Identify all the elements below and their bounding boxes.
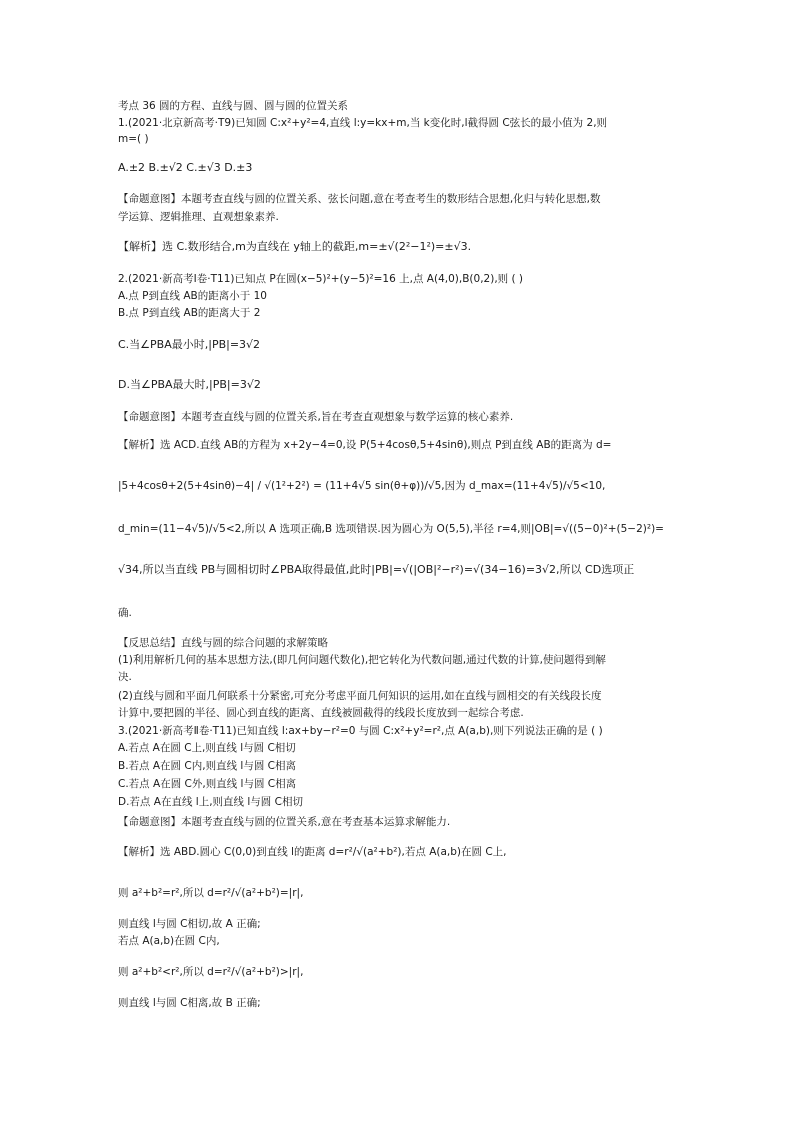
q1-stem-line1: 1.(2021·北京新高考·T9)已知圆 C:x²+y²=4,直线 l:y=kx+m,当 k变化时,l截得圆 C弦长的最小值为 2,则: [118, 117, 608, 129]
q3-solution-line5: 则 a²+b²<r²,所以 d=r²/√(a²+b²)>|r|,: [118, 966, 304, 978]
q3-option-b: B.若点 A在圆 C内,则直线 l与圆 C相离: [118, 760, 296, 772]
q2-option-d: D.当∠PBA最大时,|PB|=3√2: [118, 378, 261, 391]
q2-solution-line2: |5+4cosθ+2(5+4sinθ)−4| / √(1²+2²) = (11+4√5 sin(θ+φ))/√5,因为 d_max=(11+4√5)/√5<10,: [118, 480, 606, 492]
summary-title: 【反思总结】直线与圆的综合问题的求解策略: [118, 637, 328, 649]
q2-solution-line5: 确.: [118, 607, 132, 619]
summary-point2-line2: 计算中,要把圆的半径、圆心到直线的距离、直线被圆截得的线段长度放到一起综合考虑.: [118, 707, 524, 719]
q2-solution-line1: 【解析】选 ACD.直线 AB的方程为 x+2y−4=0,设 P(5+4cosθ,5+4sinθ),则点 P到直线 AB的距离为 d=: [118, 439, 612, 451]
q3-option-a: A.若点 A在圆 C上,则直线 l与圆 C相切: [118, 742, 296, 754]
summary-point1-line2: 决.: [118, 671, 132, 683]
q2-stem: 2.(2021·新高考Ⅰ卷·T11)已知点 P在圆(x−5)²+(y−5)²=16 上,点 A(4,0),B(0,2),则 ( ): [118, 273, 524, 285]
q2-intent: 【命题意图】本题考查直线与圆的位置关系,旨在考查直观想象与数学运算的核心素养.: [118, 411, 514, 423]
summary-point2-line1: (2)直线与圆和平面几何联系十分紧密,可充分考虑平面几何知识的运用,如在直线与圆相交的有关线段长度: [118, 690, 602, 702]
q3-stem: 3.(2021·新高考Ⅱ卷·T11)已知直线 l:ax+by−r²=0 与圆 C:x²+y²=r²,点 A(a,b),则下列说法正确的是 ( ): [118, 725, 603, 737]
section-heading: 考点 36 圆的方程、直线与圆、圆与圆的位置关系: [118, 100, 349, 112]
q3-solution-line6: 则直线 l与圆 C相离,故 B 正确;: [118, 997, 261, 1009]
q1-intent-line1: 【命题意图】本题考查直线与圆的位置关系、弦长问题,意在考查考生的数形结合思想,化归与转化思想,数: [118, 193, 601, 205]
q3-intent: 【命题意图】本题考查直线与圆的位置关系,意在考查基本运算求解能力.: [118, 816, 451, 828]
q3-option-d: D.若点 A在直线 l上,则直线 l与圆 C相切: [118, 796, 303, 808]
q3-option-c: C.若点 A在圆 C外,则直线 l与圆 C相离: [118, 778, 297, 790]
q3-solution-line4: 若点 A(a,b)在圆 C内,: [118, 935, 220, 947]
q2-option-a: A.点 P到直线 AB的距离小于 10: [118, 290, 267, 302]
q2-solution-line3: d_min=(11−4√5)/√5<2,所以 A 选项正确,B 选项错误.因为圆心为 O(5,5),半径 r=4,则|OB|=√((5−0)²+(5−2)²)=: [118, 523, 664, 535]
q1-intent-line2: 学运算、逻辑推理、直观想象素养.: [118, 211, 279, 223]
q1-solution: 【解析】选 C.数形结合,m为直线在 y轴上的截距,m=±√(2²−1²)=±√3.: [118, 240, 472, 253]
q3-solution-line2: 则 a²+b²=r²,所以 d=r²/√(a²+b²)=|r|,: [118, 887, 304, 899]
q2-option-b: B.点 P到直线 AB的距离大于 2: [118, 307, 261, 319]
q3-solution-line1: 【解析】选 ABD.圆心 C(0,0)到直线 l的距离 d=r²/√(a²+b²),若点 A(a,b)在圆 C上,: [118, 846, 507, 858]
q2-option-c: C.当∠PBA最小时,|PB|=3√2: [118, 338, 261, 351]
summary-point1-line1: (1)利用解析几何的基本思想方法,(即几何问题代数化),把它转化为代数问题,通过代数的计算,使问题得到解: [118, 654, 606, 666]
q1-options: A.±2 B.±√2 C.±√3 D.±3: [118, 161, 253, 174]
q3-solution-line3: 则直线 l与圆 C相切,故 A 正确;: [118, 918, 261, 930]
q1-stem-line2: m=( ): [118, 133, 149, 145]
q2-solution-line4: √34,所以当直线 PB与圆相切时∠PBA取得最值,此时|PB|=√(|OB|²−r²)=√(34−16)=3√2,所以 CD选项正: [118, 563, 635, 576]
